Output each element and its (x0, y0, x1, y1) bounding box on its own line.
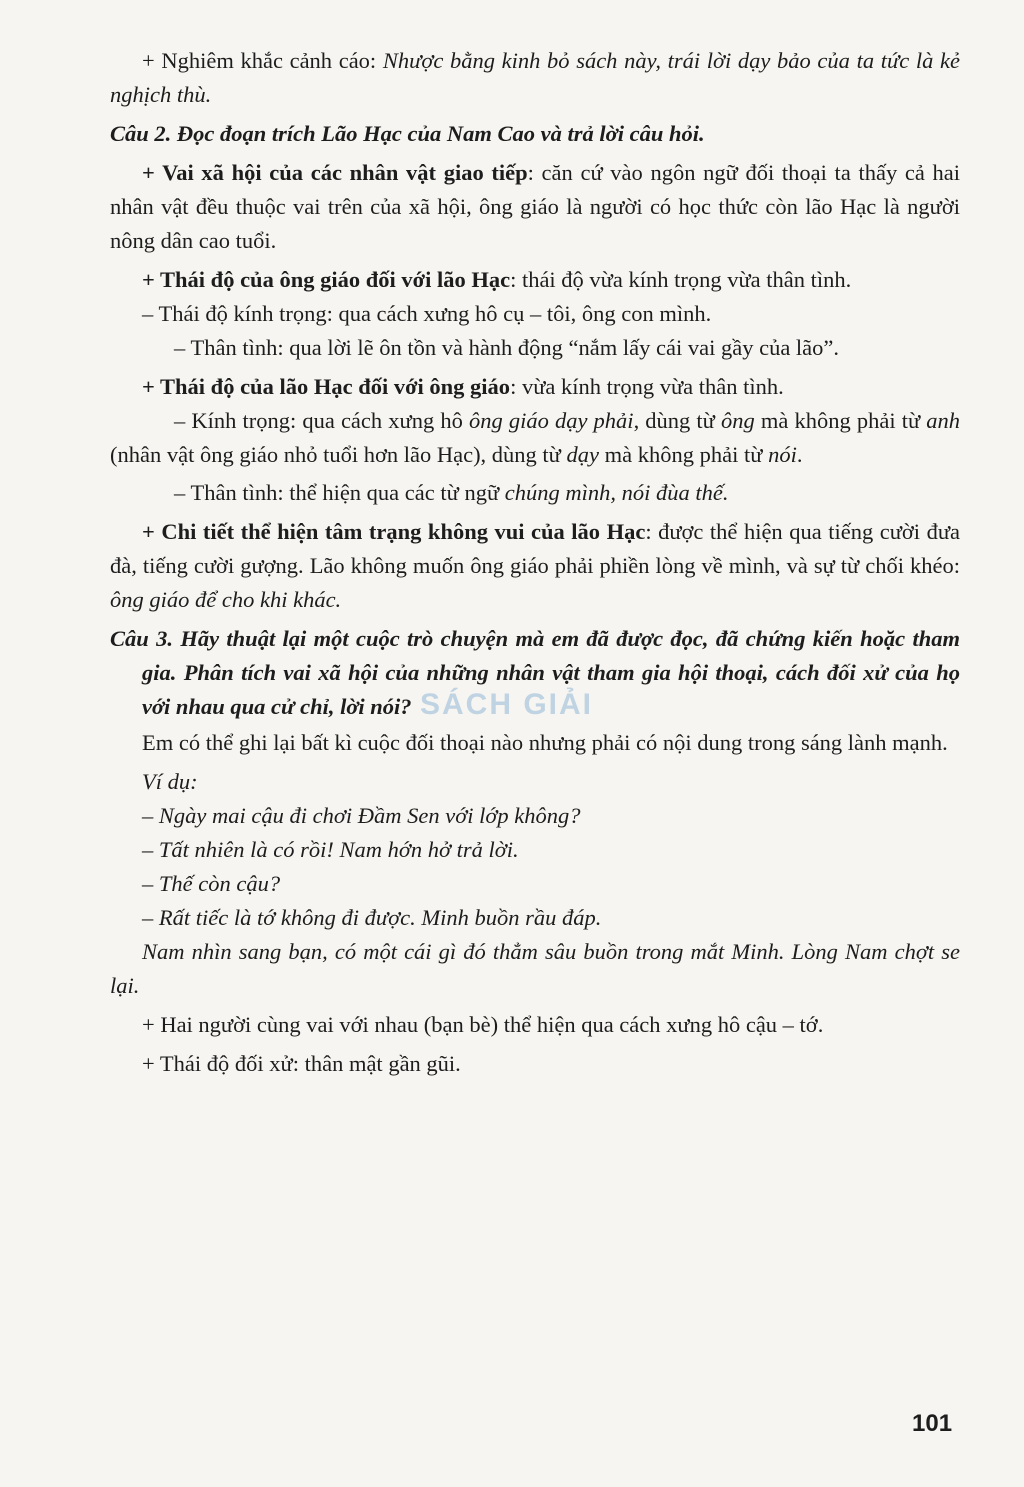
dash-item-respect (110, 404, 960, 472)
italic-text: ông giáo để cho khi khác. (110, 587, 342, 612)
italic-text: ông (721, 408, 755, 433)
text: mà không phải từ (599, 442, 769, 467)
dash-item-friendly (110, 476, 960, 510)
conclusion-role: + Hai người cùng vai với nhau (bạn bè) thể hiện qua cách xưng hô cậu – tớ. (142, 1012, 824, 1037)
page-content (110, 44, 960, 1086)
example-line: – Thế còn cậu? (142, 871, 281, 896)
question-3: Câu 3. Hãy thuật lại một cuộc trò chuyện mà em đã được đọc, đã chứng kiến hoặc tham gia. Phân tích vai xã hội của những nhân vật tham gia hội thoại, cách đối xử của họ với nhau qua cử chỉ, lời nói? (110, 626, 960, 719)
paragraph-q3-answer: Em có thể ghi lại bất kì cuộc đối thoại nào nhưng phải có nội dung trong sáng lành mạnh. (142, 730, 948, 755)
text: mà không phải từ (754, 408, 927, 433)
text: (nhân vật ông giáo nhỏ tuổi hơn lão Hạc), dùng từ (110, 442, 567, 467)
italic-text: Nhược bằng kinh bỏ sách này, trái lời dạy bảo của ta tức là kẻ nghịch thù. (110, 48, 960, 107)
paragraph-mood-detail (110, 515, 960, 617)
example-line: – Ngày mai cậu đi chơi Đầm Sen với lớp không? (142, 803, 581, 828)
paragraph-warning (110, 44, 960, 112)
text: : thái độ vừa kính trọng vừa thân tình. (510, 267, 852, 292)
text: . (796, 442, 803, 467)
text: + Nghiêm khắc cảnh cáo: (142, 48, 383, 73)
italic-text: chúng mình, nói đùa thế. (504, 480, 729, 505)
text: – Kính trọng: qua cách xưng hô (174, 408, 469, 433)
italic-text: dạy (566, 442, 600, 467)
bold-heading: + Thái độ của ông giáo đối với lão Hạc (142, 267, 511, 292)
bold-heading: + Vai xã hội của các nhân vật giao tiếp (142, 160, 528, 185)
conclusion-attitude: + Thái độ đối xử: thân mật gần gũi. (142, 1051, 461, 1076)
page-number: 101 (912, 1410, 953, 1437)
paragraph-teacher-attitude (110, 263, 960, 297)
watermark-logo: SÁCH GIẢI (420, 688, 594, 721)
dash-item: – Thái độ kính trọng: qua cách xưng hô cụ – tôi, ông con mình. (142, 301, 712, 326)
example-narration: Nam nhìn sang bạn, có một cái gì đó thẳm sâu buồn trong mắt Minh. Lòng Nam chợt se lại. (110, 939, 960, 998)
text: : được thể hiện qua tiếng cười đưa đà, tiếng cười gượng. Lão không muốn ông giáo phải phiền lòng về mình, và sự từ chối khéo: (110, 519, 960, 578)
text: – Thân tình: thể hiện qua các từ ngữ (174, 480, 505, 505)
italic-text: nói (768, 442, 797, 467)
text: , dùng từ (633, 408, 721, 433)
paragraph-lao-hac-attitude (110, 370, 960, 404)
example-line: – Rất tiếc là tớ không đi được. Minh buồn rầu đáp. (142, 905, 602, 930)
text: : vừa kính trọng vừa thân tình. (510, 374, 784, 399)
example-line: – Tất nhiên là có rồi! Nam hớn hở trả lời. (142, 837, 519, 862)
bold-heading: + Chi tiết thể hiện tâm trạng không vui của lão Hạc (142, 519, 646, 544)
bold-heading: + Thái độ của lão Hạc đối với ông giáo (142, 374, 511, 399)
text: : căn cứ vào ngôn ngữ đối thoại ta thấy cả hai nhân vật đều thuộc vai trên của xã hội, ông giáo là người có học thức còn lão Hạc là người nông dân cao tuổi. (110, 160, 961, 253)
question-2: Câu 2. Đọc đoạn trích Lão Hạc của Nam Cao và trả lời câu hỏi. (110, 121, 705, 146)
example-label: Ví dụ: (142, 769, 198, 794)
paragraph-social-role (110, 156, 960, 258)
italic-text: anh (926, 408, 961, 433)
dash-item: – Thân tình: qua lời lẽ ôn tồn và hành động “nắm lấy cái vai gầy của lão”. (174, 335, 840, 360)
italic-text: ông giáo dạy phải (468, 408, 634, 433)
